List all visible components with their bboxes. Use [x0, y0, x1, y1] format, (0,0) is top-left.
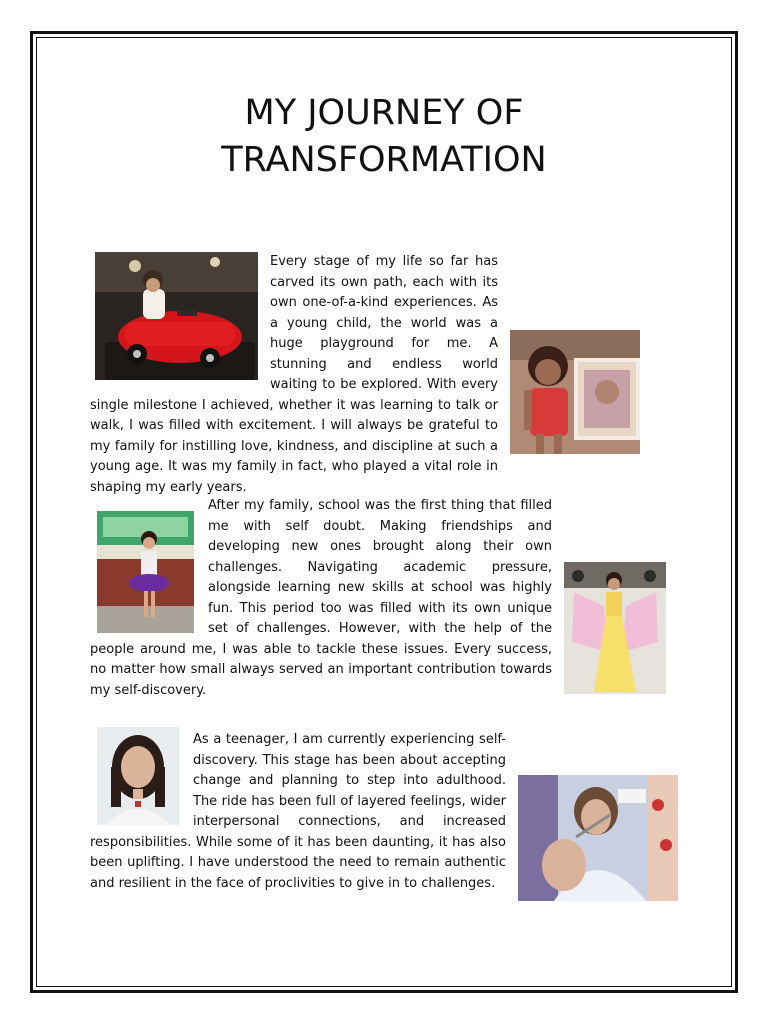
girl-in-tutu-on-stage-photo	[97, 511, 194, 633]
title-line-2: TRANSFORMATION	[221, 140, 547, 180]
title-line-1: MY JOURNEY OF	[244, 93, 524, 133]
girl-in-yellow-costume-photo	[564, 562, 666, 694]
teen-portrait-photo	[97, 727, 179, 825]
section-3-text: As a teenager, I am currently experiencing self-discovery. This stage has been about accepting change and planning to step into adulthood. The ride has been full of layered feelings, wider interpersonal connections, and increased responsibilities. While some of it has been daunting, it has also been uplifting. I have understood the need to remain authentic and resilient in the face of proclivities to give in to challenges.	[90, 732, 506, 891]
section-1-text: Every stage of my life so far has carved its own path, each with its own one-of-a-kind experiences. As a young child, the world was a huge playground for me. A stunning and endless world waiting to be explored. With every single milestone I achieved, whether it was learning to talk or walk, I was filled with excitement. I will always be grateful to my family for instilling love, kindness, and discipline at such a young age. It was my family in fact, who played a vital role in shaping my early years.	[90, 254, 498, 495]
section-teenage-years	[90, 730, 678, 907]
toddler-with-picture-frame-photo	[510, 330, 640, 454]
section-school-years	[90, 496, 678, 701]
section-early-childhood	[90, 252, 678, 498]
teen-with-pen-photo	[518, 775, 678, 901]
toddler-in-red-toy-car-photo	[95, 252, 258, 380]
section-2-text: After my family, school was the first thing that filled me with self doubt. Making friendships and developing new ones brought along their own challenges. Navigating academic pressure, alongside learning new skills at school was highly fun. This period too was filled with its own unique set of challenges. However, with the help of the people around me, I was able to tackle these issues. Every success, no matter how small always served an important contribution towards my self-discovery.	[90, 498, 552, 698]
page-title	[90, 90, 678, 184]
